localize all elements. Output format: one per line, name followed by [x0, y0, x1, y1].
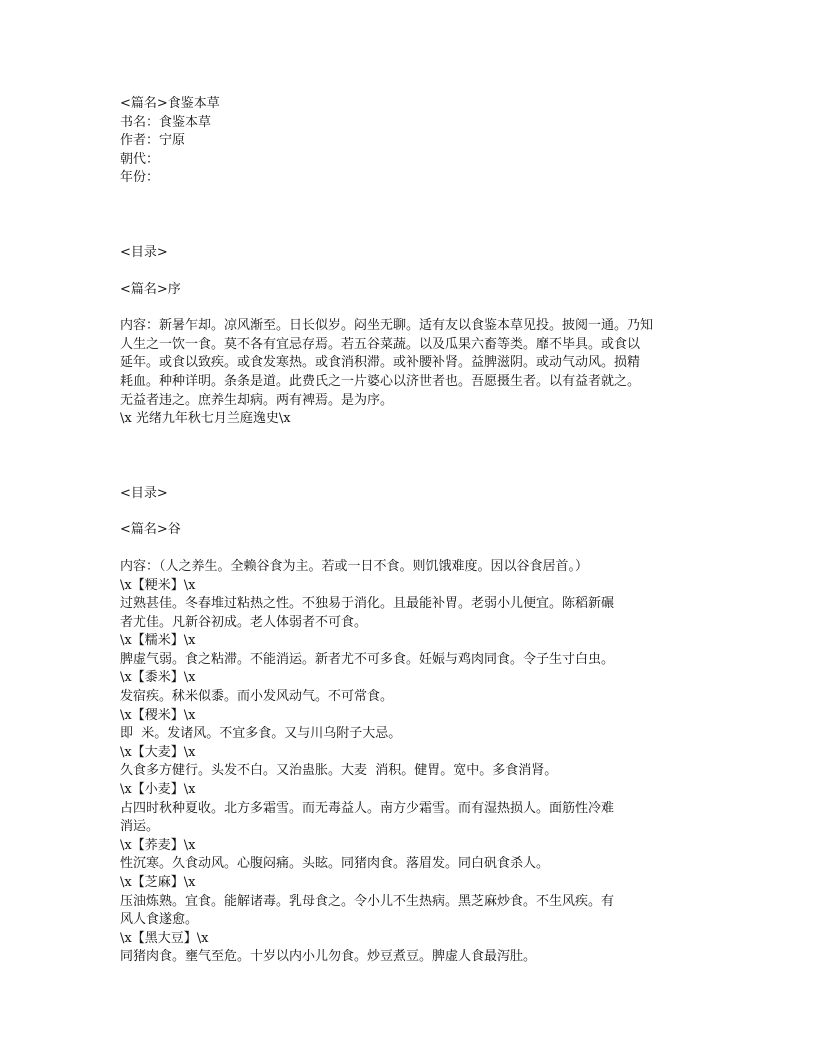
content-line: 过熟甚佳。冬春堆过粘热之性。不独易于消化。且最能补胃。老弱小儿便宜。陈稻新碾 [120, 596, 615, 612]
content-line: 脾虚气弱。食之粘滞。不能消运。新者尤不可多食。妊娠与鸡肉同食。令子生寸白虫。 [120, 651, 615, 667]
content-line: 发宿疾。秫米似黍。而小发风动气。不可常食。 [120, 689, 394, 705]
content-line: 性沉寒。久食动风。心腹闷痛。头眩。同猪肉食。落眉发。同白矾食杀人。 [120, 856, 550, 872]
chapter-heading: <篇名>序 [120, 281, 181, 297]
dynasty: 朝代： [120, 151, 160, 167]
content-line: 即 米。发诸风。不宜多食。又与川乌附子大忌。 [120, 726, 402, 742]
content-line: \x【粳米】\x [120, 577, 196, 593]
spacer [120, 188, 700, 244]
content-line: 风人食遂愈。 [120, 912, 199, 928]
book-name: 书名：食鉴本草 [120, 114, 212, 130]
content-line: 者尤佳。凡新谷初成。老人体弱者不可食。 [120, 614, 368, 630]
content-line: \x【荞麦】\x [120, 837, 196, 853]
content-line: 占四时秋种夏收。北方多霜雪。而无毒益人。南方少霜雪。而有湿热损人。面筋性冷难 [120, 800, 615, 816]
content-line: 同猪肉食。壅气至危。十岁以内小儿勿食。炒豆煮豆。脾虚人食最泻肚。 [120, 949, 537, 965]
content-line: \x【黍米】\x [120, 670, 196, 686]
section1-content [120, 317, 700, 429]
content-line: 内容：新暑乍却。凉风渐至。日长似岁。闷坐无聊。适有友以食鉴本草见投。披阅一通。乃知 [120, 318, 654, 334]
section2-content [120, 558, 700, 967]
content-line: \x【糯米】\x [120, 633, 196, 649]
content-line: \x【黑大豆】\x [120, 930, 209, 946]
spacer [120, 503, 700, 521]
content-line: \x【稷米】\x [120, 707, 196, 723]
year: 年份： [120, 170, 160, 186]
content-line: 延年。或食以致疾。或食发寒热。或食消积滞。或补腰补肾。益脾滋阴。或动气动风。损精 [120, 355, 641, 371]
content-line: 耗血。种种详明。条条是道。此费氏之一片婆心以济世者也。吾愿摄生者。以有益者就之。 [120, 373, 641, 389]
toc-heading: <目录> [120, 485, 168, 501]
spacer [120, 263, 700, 281]
content-line: 人生之一饮一食。莫不各有宜忌存焉。若五谷菜蔬。以及瓜果六畜等类。靡不毕具。或食以 [120, 336, 641, 352]
content-line: \x 光绪九年秋七月兰庭逸史\x [120, 411, 291, 427]
content-line: \x【大麦】\x [120, 744, 196, 760]
spacer [120, 429, 700, 485]
chapter-heading: <篇名>谷 [120, 522, 181, 538]
author: 作者：宁原 [120, 133, 186, 149]
content-line: 无益者违之。庶养生却病。两有裨焉。是为序。 [120, 392, 394, 408]
spacer [120, 540, 700, 558]
content-line: \x【小麦】\x [120, 782, 196, 798]
content-line: 压油炼熟。宜食。能解诸毒。乳母食之。令小儿不生热病。黑芝麻炒食。不生风疾。有 [120, 893, 615, 909]
title-line: <篇名>食鉴本草 [120, 96, 220, 111]
document-page [120, 95, 700, 967]
content-line: 消运。 [120, 819, 160, 835]
content-line: 内容：（人之养生。全赖谷食为主。若或一日不食。则饥饿难度。因以谷食居首。） [120, 558, 589, 574]
toc-heading: <目录> [120, 244, 168, 260]
content-line: \x【芝麻】\x [120, 875, 196, 890]
spacer [120, 299, 700, 317]
content-line: 久食多方健行。头发不白。又治蛊胀。大麦 消积。健胃。宽中。多食消肾。 [120, 763, 558, 779]
